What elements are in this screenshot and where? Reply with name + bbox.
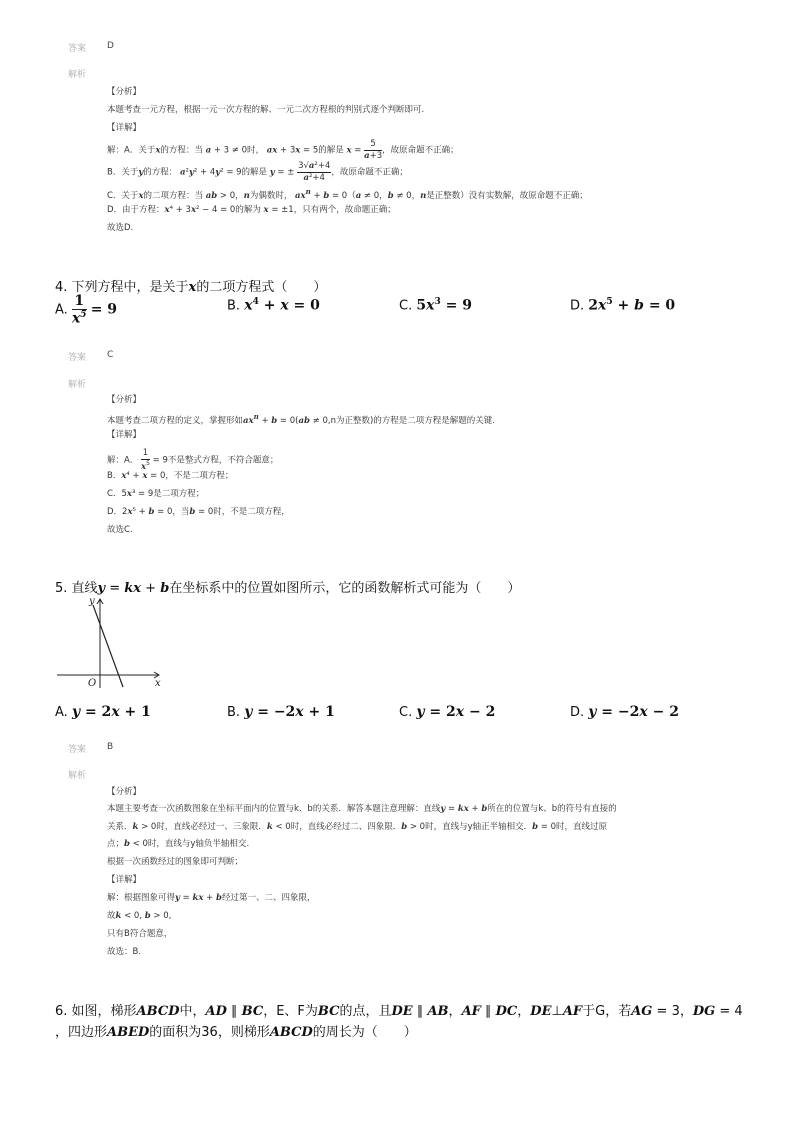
origin-label: O [88, 678, 97, 689]
analysis-line-1: 本题主要考查一次函数图象在坐标平面内的位置与k、b的关系．解答本题注意理解：直线y = kx + b所在的位置与k、b的符号有直接的 [107, 804, 617, 814]
option-a: A. $\frac{1}{x^5}$ = 9 [55, 293, 118, 327]
analysis-line-4: 根据一次函数经过的图象即可判断； [107, 857, 244, 867]
analysis-tag: 解析 [68, 380, 87, 390]
answer-value: D [107, 41, 114, 51]
detail-line-a: 解：A．关于x的方程：当 a + 3 ≠ 0时， ax + 3x = 5的解是 x = $\frac{5}{a+3}$ ，故原命题不正确； [107, 139, 459, 161]
detail-line-1: 解：根据图象可得y = kx + b经过第一、二、四象限， [107, 893, 316, 903]
analysis-text: 本题考查二项方程的定义，掌握形如$ax^n + b = 0(ab \ne 0,n$为正整数)的方程是二项方程是解题的关键. [107, 412, 496, 426]
answer-tag: 答案 [68, 745, 87, 755]
detail-line-a: 解：A． $\frac{1}{x^5}$ = 9不是整式方程，不符合题意； [107, 448, 279, 472]
answer-tag: 答案 [68, 353, 87, 363]
analysis-line-2: 关系．k > 0时，直线必经过一、三象限．k < 0时，直线必经过二、四象限．b > 0时，直线与y轴正半轴相交．b = 0时，直线过原 [107, 822, 608, 832]
option-d: D. $2x^5 + b = 0$ [570, 297, 676, 314]
option-a: A. y = 2x + 1 [55, 704, 151, 720]
detail-line-2: 故k < 0, b > 0, [107, 911, 172, 921]
conclusion: 故选C. [107, 525, 133, 535]
option-d: D. y = −2x − 2 [570, 704, 679, 720]
y-axis-label: y [89, 596, 95, 607]
detail-line-d: D．由于方程：x⁴ + 3x² − 4 = 0的解为 x = ±1，只有两个，故命题正确； [107, 205, 396, 215]
option-c: C. $5x^3 = 9$ [399, 297, 472, 314]
analysis-tag: 解析 [68, 771, 87, 781]
answer-tag: 答案 [68, 44, 87, 54]
analysis-tag: 解析 [68, 70, 87, 80]
answer-value: B [107, 742, 114, 752]
x-axis-label: x [155, 678, 161, 689]
detail-line-b: B．关于y的方程： a²y² + 4y² = 9的解是 y = ± $\frac{\text{3√a²+4}}{\text{a²+4}}$ ，故原命题不正确； [107, 161, 408, 183]
question-4-stem: 4. 下列方程中，是关于x的二项方程式（ ） [55, 280, 327, 295]
detail-line-3: 只有B符合题意， [107, 929, 173, 939]
option-c: C. y = 2x − 2 [399, 704, 496, 720]
detail-heading: 【详解】 [107, 430, 142, 440]
conclusion: 故选D. [107, 223, 134, 233]
conclusion: 故选：B. [107, 947, 142, 957]
question-6-line-1: 6. 如图，梯形ABCD中，AD ∥ BC，E、F为BC的点，且DE ∥ AB，AF ∥ DC，DE⊥AF于G，若AG = 3，DG = 4 [55, 1004, 743, 1019]
analysis-text: 本题考查一元方程，根据一元一次方程的解、一元二次方程根的判别式逐个判断即可. [107, 105, 425, 115]
option-b: B. y = −2x + 1 [227, 704, 335, 720]
detail-heading: 【详解】 [107, 875, 142, 885]
detail-line-d: D．2x⁵ + b = 0，当b = 0时，不是二项方程， [107, 507, 290, 517]
line-graph [55, 590, 170, 690]
question-6-line-2: ，四边形ABED的面积为36，则梯形ABCD的周长为（ ） [55, 1025, 417, 1040]
analysis-line-3: 点；b < 0时，直线与y轴负半轴相交. [107, 839, 250, 849]
detail-line-c: C．5x³ = 9是二项方程； [107, 489, 205, 499]
detail-heading: 【详解】 [107, 123, 142, 133]
detail-line-b: B．x⁴ + x = 0，不是二项方程； [107, 471, 234, 481]
answer-value: C [107, 350, 114, 360]
analysis-heading: 【分析】 [107, 787, 142, 797]
detail-line-c: C．关于x的二项方程：当 ab > 0，n为偶数时， $ax^n + b = 0(a \ne 0$，b ≠ 0，n是正整数）没有实数解，故原命题不正确； [107, 187, 588, 201]
analysis-heading: 【分析】 [107, 395, 142, 405]
option-b: B. $x^4 + x = 0$ [227, 297, 320, 314]
analysis-heading: 【分析】 [107, 87, 142, 97]
question-5-stem: 5. 直线y = kx + b在坐标系中的位置如图所示，它的函数解析式可能为（ ） [55, 581, 521, 596]
